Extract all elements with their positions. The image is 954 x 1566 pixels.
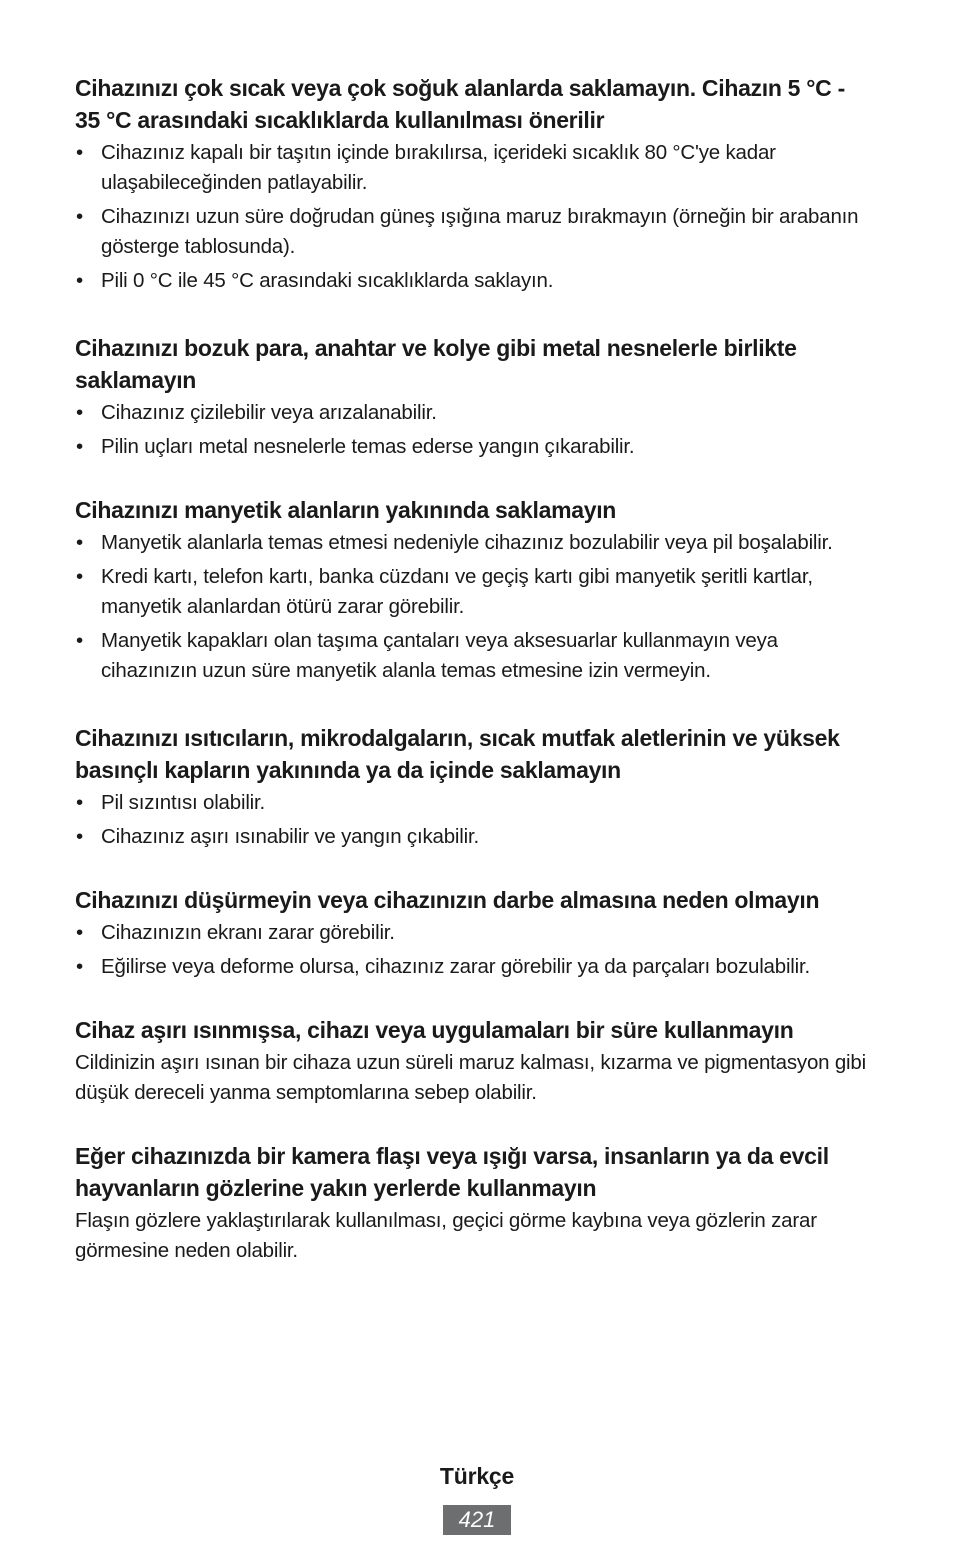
bullet-icon: • — [76, 791, 83, 814]
bullet-icon: • — [76, 205, 83, 228]
list-item — [75, 918, 875, 948]
section-heading: Cihazınızı bozuk para, anahtar ve kolye gibi metal nesnelerle birlikte saklamayın — [75, 335, 797, 393]
bullet-icon: • — [76, 269, 83, 292]
list-item — [75, 952, 875, 982]
list-item-text: Eğilirse veya deforme olursa, cihazınız zarar görebilir ya da parçaları bozulabilir. — [101, 955, 811, 978]
bullet-icon: • — [76, 435, 83, 458]
section-heading: Cihaz aşırı ısınmışsa, cihazı veya uygulamaları bir süre kullanmayın — [75, 1017, 794, 1043]
bullet-list — [75, 918, 875, 982]
bullet-icon: • — [76, 401, 83, 424]
section-overheating — [75, 1014, 875, 1108]
list-item — [75, 822, 875, 852]
list-item — [75, 432, 875, 462]
bullet-icon: • — [76, 955, 83, 978]
list-item — [75, 528, 875, 558]
section-body: Flaşın gözlere yaklaştırılarak kullanılması, geçici görme kaybına veya gözlerin zarar görmesine neden olabilir. — [75, 1209, 817, 1262]
bullet-list — [75, 138, 875, 296]
section-dropping — [75, 884, 875, 982]
bullet-list — [75, 788, 875, 852]
list-item — [75, 138, 875, 198]
bullet-list — [75, 398, 875, 462]
section-heading: Cihazınızı manyetik alanların yakınında saklamayın — [75, 497, 617, 523]
bullet-list — [75, 528, 875, 686]
section-magnetic-fields — [75, 494, 875, 686]
bullet-icon: • — [76, 825, 83, 848]
bullet-icon: • — [76, 141, 83, 164]
section-camera-flash — [75, 1140, 875, 1266]
footer-language-label: Türkçe — [439, 1463, 515, 1489]
section-heaters — [75, 722, 875, 852]
section-heading: Eğer cihazınızda bir kamera flaşı veya ışığı varsa, insanların ya da evcil hayvanların gözlerine yakın yerlerde kullanmayın — [75, 1143, 829, 1201]
bullet-icon: • — [76, 531, 83, 554]
list-item — [75, 788, 875, 818]
list-item — [75, 626, 875, 686]
section-heading: Cihazınızı düşürmeyin veya cihazınızın darbe almasına neden olmayın — [75, 887, 820, 913]
list-item-text: Pili 0 °C ile 45 °C arasındaki sıcaklıklarda saklayın. — [101, 269, 554, 292]
list-item-text: Manyetik kapakları olan taşıma çantaları veya aksesuarlar kullanmayın veya cihazınızın uzun süre manyetik alanla temas etmesine izin vermeyin. — [101, 629, 778, 682]
section-heading: Cihazınızı ısıtıcıların, mikrodalgaların, sıcak mutfak aletlerinin ve yüksek basınçlı kapların yakınında ya da içinde saklamayın — [75, 725, 840, 783]
list-item — [75, 202, 875, 262]
list-item — [75, 562, 875, 622]
page-number-badge: 421 — [443, 1505, 511, 1535]
document-body — [75, 72, 875, 1302]
list-item — [75, 266, 875, 296]
list-item-text: Cihazınız kapalı bir taşıtın içinde bırakılırsa, içerideki sıcaklık 80 °C'ye kadar ulaşabileceğinden patlayabilir. — [101, 141, 776, 194]
list-item-text: Manyetik alanlarla temas etmesi nedeniyle cihazınız bozulabilir veya pil boşalabilir. — [101, 531, 833, 554]
bullet-icon: • — [76, 921, 83, 944]
list-item-text: Cihazınızın ekranı zarar görebilir. — [101, 921, 395, 944]
section-body: Cildinizin aşırı ısınan bir cihaza uzun süreli maruz kalması, kızarma ve pigmentasyon gibi düşük dereceli yanma semptomlarına sebep olabilir. — [75, 1051, 866, 1104]
list-item-text: Cihazınızı uzun süre doğrudan güneş ışığına maruz bırakmayın (örneğin bir arabanın gösterge tablosunda). — [101, 205, 859, 258]
list-item-text: Kredi kartı, telefon kartı, banka cüzdanı ve geçiş kartı gibi manyetik şeritli kartlar, manyetik alanlardan ötürü zarar görebilir. — [101, 565, 813, 618]
bullet-icon: • — [76, 629, 83, 652]
list-item-text: Pil sızıntısı olabilir. — [101, 791, 266, 814]
list-item-text: Cihazınız çizilebilir veya arızalanabilir. — [101, 401, 437, 424]
list-item-text: Pilin uçları metal nesnelerle temas ederse yangın çıkarabilir. — [101, 435, 635, 458]
bullet-icon: • — [76, 565, 83, 588]
list-item-text: Cihazınız aşırı ısınabilir ve yangın çıkabilir. — [101, 825, 479, 848]
list-item — [75, 398, 875, 428]
section-heading: Cihazınızı çok sıcak veya çok soğuk alanlarda saklamayın. Cihazın 5 °C - 35 °C arasındaki sıcaklıklarda kullanılması önerilir — [75, 75, 845, 133]
section-metal-objects — [75, 332, 875, 462]
section-temperature — [75, 72, 875, 296]
